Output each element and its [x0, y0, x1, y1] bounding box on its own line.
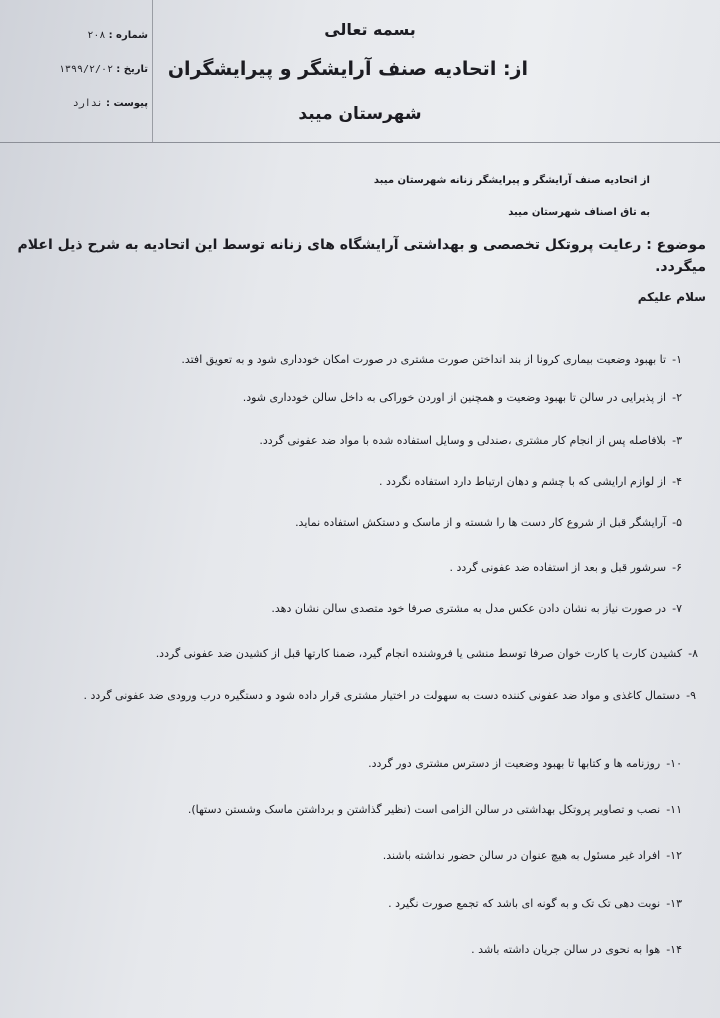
item-number: ۷-: [672, 602, 682, 615]
item-number: ۱۱-: [666, 803, 682, 816]
address-to: به تاق اصناف شهرستان میبد: [508, 207, 650, 218]
header-column-divider: [152, 0, 153, 142]
item-number: ۱۰-: [666, 757, 682, 770]
item-text: روزنامه ها و کتابها تا بهبود وضعیت از دسترس مشتری دور گردد.: [368, 757, 661, 770]
number-label: شماره :: [108, 30, 148, 41]
list-item: [36, 684, 696, 708]
item-text: افراد غیر مسئول به هیچ عنوان در سالن حضور نداشته باشند.: [382, 849, 661, 862]
item-text: کشیدن کارت یا کارت خوان صرفا توسط منشی یا فروشنده انجام گیرد، ضمنا کارتها قبل از کشیدن ضد عفونی گردد.: [155, 647, 683, 660]
greeting: سلام علیکم: [637, 290, 706, 304]
header-separator: [0, 142, 720, 143]
sender-city: شهرستان میبد: [298, 104, 422, 124]
item-number: ۹-: [686, 689, 696, 702]
item-text: سرشور قبل و بعد از استفاده ضد عفونی گردد .: [449, 561, 667, 574]
item-text: در صورت نیاز به نشان دادن عکس مدل به مشتری صرفا خود متصدی سالن نشان دهد.: [271, 602, 667, 615]
list-item: [188, 803, 682, 816]
list-item: [368, 757, 682, 770]
bismillah-heading: بسمه تعالی: [324, 20, 416, 39]
item-number: ۱۳-: [666, 897, 682, 910]
item-text: آرایشگر قبل از شروع کار دست ها را شسته و از ماسک و دستکش استفاده نماید.: [295, 516, 667, 529]
number-value: ۲۰۸: [87, 30, 106, 41]
attachment-label: پیوست :: [105, 98, 148, 109]
list-item: [156, 647, 698, 660]
list-item: [379, 475, 682, 488]
list-item: [181, 353, 682, 366]
date-label: تاریخ :: [116, 64, 148, 75]
sender-title: از: اتحادیه صنف آرایشگر و پیرایشگران: [167, 58, 528, 80]
item-text: از لوازم ارایشی که با چشم و دهان ارتباط دارد استفاده نگردد .: [379, 475, 667, 488]
item-number: ۵-: [672, 516, 682, 529]
item-number: ۲-: [672, 391, 682, 404]
item-number: ۳-: [672, 434, 682, 447]
item-number: ۱۴-: [666, 943, 682, 956]
date-value: ۱۳۹۹/۲/۰۲: [58, 64, 114, 75]
list-item: [243, 391, 682, 404]
item-number: ۴-: [672, 475, 682, 488]
list-item: [471, 943, 682, 956]
item-text: تا بهبود وضعیت بیماری کرونا از بند انداختن صورت مشتری در صورت امکان خودداری شود و به تعویق افتد.: [181, 353, 667, 366]
item-text: دستمال کاغذی و مواد ضد عفونی کننده دست به سهولت در اختیار مشتری قرار داده شود و دستگیره درب ورودی ضد عفونی گردد .: [83, 689, 681, 702]
item-number: ۱-: [672, 353, 682, 366]
list-item: [388, 897, 682, 910]
item-text: از پذیرایی در سالن تا بهبود وضعیت و همچنین از اوردن خوراکی به داخل سالن خودداری شود.: [242, 391, 667, 404]
list-item: [259, 434, 682, 447]
address-from: از اتحادیه صنف آرایشگر و پیرایشگر زنانه شهرستان میبد: [373, 175, 650, 186]
list-item: [449, 561, 682, 574]
item-text: هوا به نحوی در سالن جریان داشته باشد .: [471, 943, 661, 956]
number-field: [0, 30, 148, 41]
list-item: [383, 849, 682, 862]
item-text: نصب و تصاویر پروتکل بهداشتی در سالن الزامی است (نظیر گذاشتن و برداشتن ماسک وشستن دستها).: [187, 803, 661, 816]
item-number: ۶-: [672, 561, 682, 574]
date-field: [0, 64, 148, 75]
item-number: ۸-: [688, 647, 698, 660]
attachment-field: [0, 98, 148, 109]
attachment-value: ندارد: [72, 98, 103, 109]
list-item: [271, 602, 682, 615]
letter-subject: موضوع : رعایت پروتکل تخصصی و بهداشتی آرایشگاه های زنانه توسط این اتحادیه به شرح ذیل اعلام میگردد.: [17, 237, 706, 275]
item-text: نوبت دهی تک تک و به گونه ای باشد که تجمع صورت نگیرد .: [388, 897, 661, 910]
item-text: بلافاصله پس از انجام کار مشتری ،صندلی و وسایل استفاده شده با مواد ضد عفونی گردد.: [259, 434, 667, 447]
list-item: [295, 516, 682, 529]
item-number: ۱۲-: [666, 849, 682, 862]
